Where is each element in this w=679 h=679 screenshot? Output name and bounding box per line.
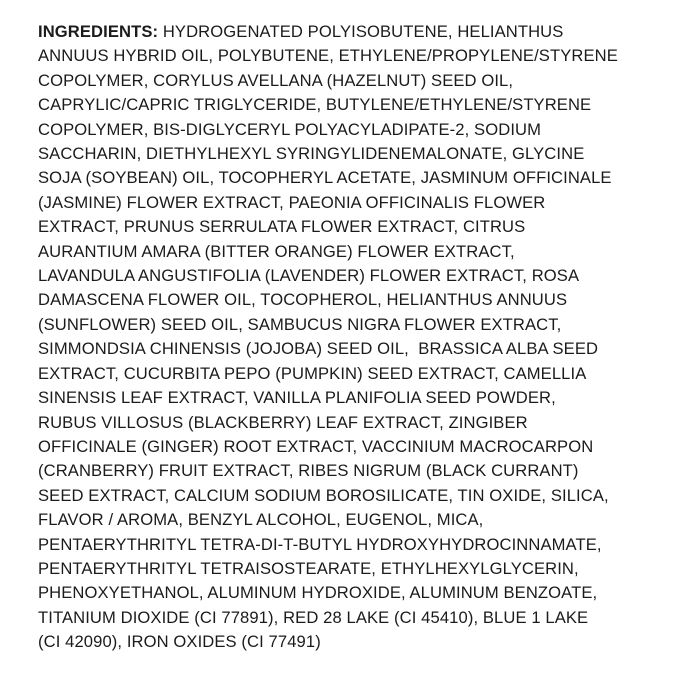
ingredients-line: EXTRACT, CUCURBITA PEPO (PUMPKIN) SEED EXTRACT, CAMELLIA <box>38 363 587 383</box>
ingredients-line: LAVANDULA ANGUSTIFOLIA (LAVENDER) FLOWER EXTRACT, ROSA <box>38 266 580 286</box>
ingredients-line: SOJA (SOYBEAN) OIL, TOCOPHERYL ACETATE, JASMINUM OFFICINALE <box>38 168 612 188</box>
ingredients-line: TITANIUM DIOXIDE (CI 77891), RED 28 LAKE (CI 45410), BLUE 1 LAKE <box>38 607 589 627</box>
ingredients-line: PENTAERYTHRITYL TETRAISOSTEARATE, ETHYLHEXYLGLYCERIN, <box>38 558 579 578</box>
ingredients-line: (JASMINE) FLOWER EXTRACT, PAEONIA OFFICINALIS FLOWER <box>38 192 546 212</box>
ingredients-line: SIMMONDSIA CHINENSIS (JOJOBA) SEED OIL, BRASSICA ALBA SEED <box>38 339 599 359</box>
ingredients-line: FLAVOR / AROMA, BENZYL ALCOHOL, EUGENOL, MICA, <box>38 510 484 530</box>
ingredients-line: (CRANBERRY) FRUIT EXTRACT, RIBES NIGRUM (BLACK CURRANT) <box>38 461 579 481</box>
ingredients-lines <box>38 44 648 654</box>
ingredients-line: COPOLYMER, BIS-DIGLYCERYL POLYACYLADIPATE-2, SODIUM <box>38 119 542 139</box>
ingredients-line: PHENOXYETHANOL, ALUMINUM HYDROXIDE, ALUMINUM BENZOATE, <box>38 583 598 603</box>
ingredients-line: COPOLYMER, CORYLUS AVELLANA (HAZELNUT) SEED OIL, <box>38 70 514 90</box>
ingredients-line: (CI 42090), IRON OXIDES (CI 77491) <box>38 632 321 652</box>
ingredients-line: SEED EXTRACT, CALCIUM SODIUM BOROSILICATE, TIN OXIDE, SILICA, <box>38 485 609 505</box>
ingredients-line: RUBUS VILLOSUS (BLACKBERRY) LEAF EXTRACT, ZINGIBER <box>38 412 528 432</box>
ingredients-first-line-text: HYDROGENATED POLYISOBUTENE, HELIANTHUS <box>158 22 564 41</box>
ingredients-line: OFFICINALE (GINGER) ROOT EXTRACT, VACCINIUM MACROCARPON <box>38 436 594 456</box>
ingredients-line: EXTRACT, PRUNUS SERRULATA FLOWER EXTRACT, CITRUS <box>38 217 526 237</box>
ingredients-first-line <box>38 20 648 44</box>
ingredients-line: DAMASCENA FLOWER OIL, TOCOPHEROL, HELIANTHUS ANNUUS <box>38 290 568 310</box>
ingredients-line: PENTAERYTHRITYL TETRA-DI-T-BUTYL HYDROXYHYDROCINNAMATE, <box>38 534 602 554</box>
ingredients-line: AURANTIUM AMARA (BITTER ORANGE) FLOWER EXTRACT, <box>38 241 515 261</box>
ingredients-label: INGREDIENTS: <box>38 22 159 41</box>
ingredients-line: ANNUUS HYBRID OIL, POLYBUTENE, ETHYLENE/PROPYLENE/STYRENE <box>38 46 618 66</box>
ingredients-line: SINENSIS LEAF EXTRACT, VANILLA PLANIFOLIA SEED POWDER, <box>38 388 556 408</box>
ingredients-line: CAPRYLIC/CAPRIC TRIGLYCERIDE, BUTYLENE/ETHYLENE/STYRENE <box>38 95 592 115</box>
ingredients-line: (SUNFLOWER) SEED OIL, SAMBUCUS NIGRA FLOWER EXTRACT, <box>38 314 562 334</box>
ingredients-panel <box>38 20 648 655</box>
ingredients-line: SACCHARIN, DIETHYLHEXYL SYRINGYLIDENEMALONATE, GLYCINE <box>38 144 585 164</box>
